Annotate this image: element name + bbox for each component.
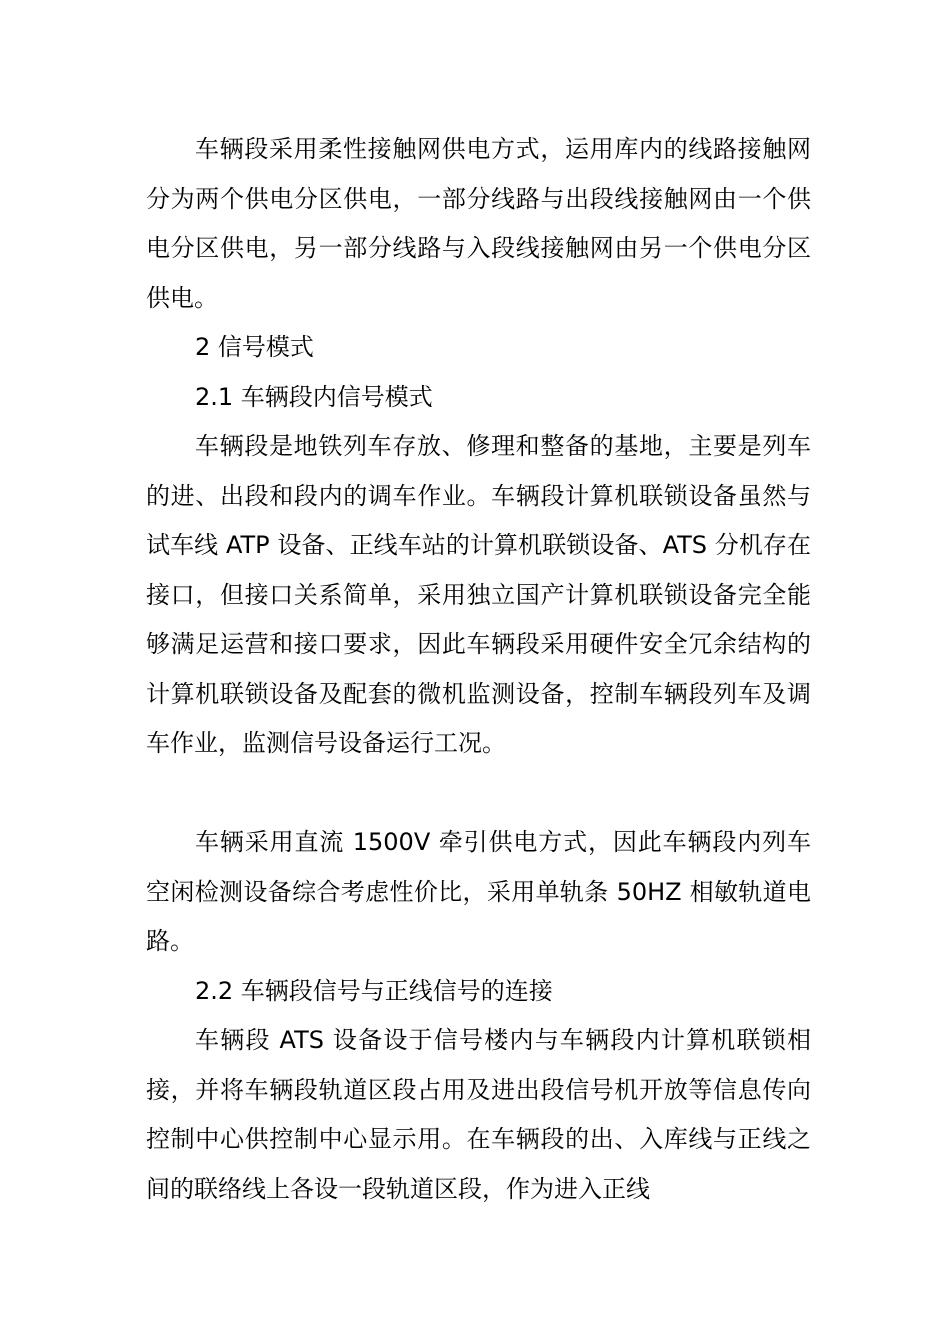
subsection-heading-depot-signal-mode: 2.1 车辆段内信号模式 bbox=[195, 382, 433, 411]
paragraph-spacer bbox=[146, 769, 811, 819]
paragraph-depot-interlocking: 车辆段是地铁列车存放、修理和整备的基地，主要是列车的进、出段和段内的调车作业。车辆段计算机联锁设备虽然与试车线 ATP 设备、正线车站的计算机联锁设备、ATS 分机存在接口，但接口关系简单，采用独立国产计算机联锁设备完全能够满足运营和接口要求，因此车辆段采用硬件安全冗余结构的计算机联锁设备及配套的微机监测设备，控制车辆段列车及调车作业，监测信号设备运行工况。 bbox=[146, 432, 811, 757]
paragraph-power-supply: 车辆段采用柔性接触网供电方式，运用库内的线路接触网分为两个供电分区供电，一部分线路与出段线接触网由一个供电分区供电，另一部分线路与入段线接触网由另一个供电分区供电。 bbox=[146, 135, 811, 312]
paragraph-track-circuit: 车辆采用直流 1500V 牵引供电方式，因此车辆段内列车空闲检测设备综合考虑性价比，采用单轨条 50HZ 相敏轨道电路。 bbox=[146, 828, 811, 955]
paragraph-ats-connection: 车辆段 ATS 设备设于信号楼内与车辆段内计算机联锁相接，并将车辆段轨道区段占用及进出段信号机开放等信息传向控制中心供控制中心显示用。在车辆段的出、入库线与正线之间的联络线上各设一段轨道区段，作为进入正线 bbox=[146, 1026, 811, 1203]
subsection-heading-depot-mainline-connection: 2.2 车辆段信号与正线信号的连接 bbox=[195, 976, 553, 1005]
section-heading-signal-mode: 2 信号模式 bbox=[195, 333, 314, 361]
document-body bbox=[146, 125, 811, 1214]
